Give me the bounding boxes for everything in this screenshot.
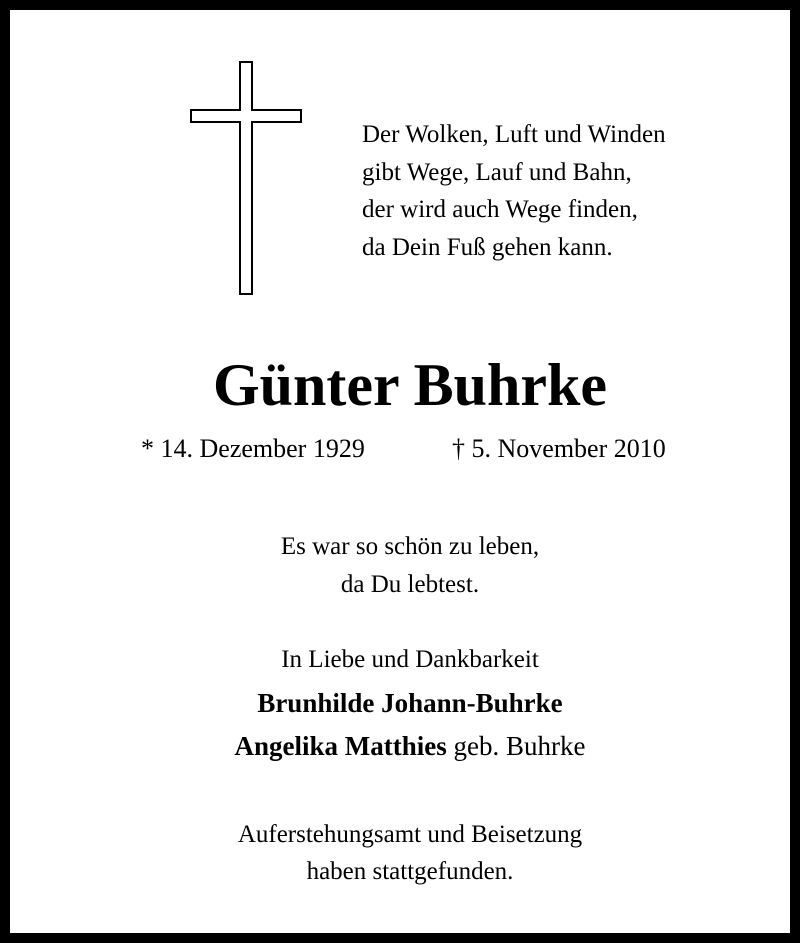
birth-date: * 14. Dezember 1929 [141,434,365,463]
quote-line: Es war so schön zu leben, [280,533,540,560]
deceased-name: Günter Buhrke [213,352,607,418]
poem-line: der wird auch Wege finden, [362,196,638,223]
signoff-text: In Liebe und Dankbarkeit [281,646,539,673]
mourner-line [10,727,800,765]
memorial-quote [10,528,800,604]
mourner-name: Brunhilde Johann-Buhrke [257,688,563,718]
poem-line: gibt Wege, Lauf und Bahn, [362,158,632,186]
closing-line: haben stattgefunden. [306,858,514,885]
mourner-name: Angelika Matthies [234,731,447,761]
poem-line: Der Wolken, Luft und Winden [362,121,666,148]
quote-line: da Du lebtest. [340,571,480,598]
poem-verse [362,116,782,266]
mourner-maiden-name: geb. Buhrke [453,731,586,761]
cross-icon [190,61,302,295]
mourner-line [10,684,800,722]
death-date: † 5. November 2010 [452,434,666,463]
poem-line: da Dein Fuß gehen kann. [362,233,613,261]
closing-note [10,816,800,890]
closing-line: Auferstehungsamt und Beisetzung [237,821,583,848]
